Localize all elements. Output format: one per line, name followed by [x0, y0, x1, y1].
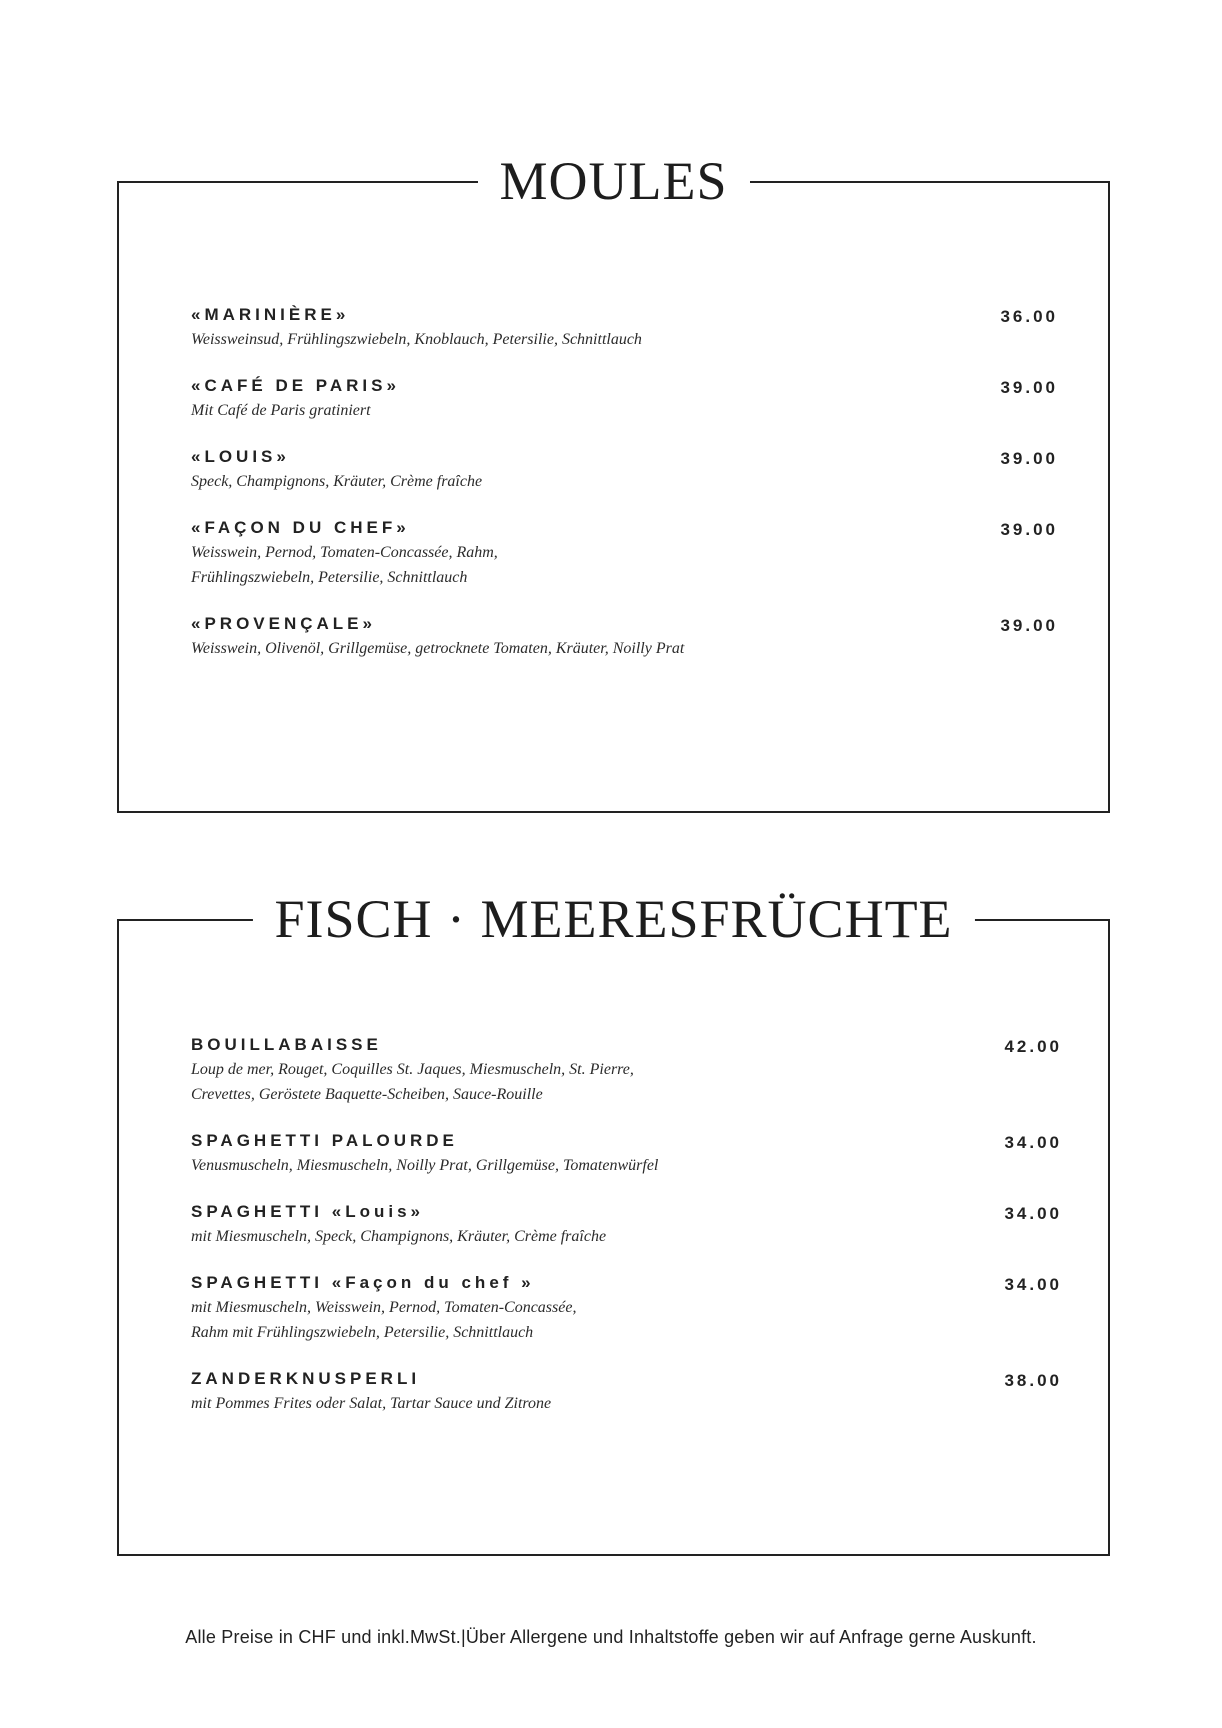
menu-list-moules — [191, 303, 1058, 683]
menu-item — [191, 1200, 1062, 1249]
menu-item-description: Weisswein, Olivenöl, Grillgemüse, getrocknete Tomaten, Kräuter, Noilly Prat — [191, 640, 685, 657]
menu-item-name: ZANDERKNUSPERLI — [191, 1369, 421, 1388]
menu-list-fisch — [191, 1033, 1062, 1438]
menu-item-name: «CAFÉ DE PARIS» — [191, 376, 400, 395]
menu-item-description: Weisswein, Pernod, Tomaten-Concassée, Rahm, Frühlingszwiebeln, Petersilie, Schnittlauch — [191, 544, 498, 586]
menu-item-description: mit Miesmuscheln, Weisswein, Pernod, Tomaten-Concassée, Rahm mit Frühlingszwiebeln, Petersilie, Schnittlauch — [191, 1299, 577, 1341]
menu-item — [191, 516, 1058, 590]
menu-item-description: Venusmuscheln, Miesmuscheln, Noilly Prat, Grillgemüse, Tomatenwürfel — [191, 1157, 659, 1174]
section-title-moules: MOULES — [477, 154, 749, 208]
menu-item-description: mit Miesmuscheln, Speck, Champignons, Kräuter, Crème fraîche — [191, 1228, 607, 1245]
menu-item-description: Speck, Champignons, Kräuter, Crème fraîche — [191, 473, 483, 490]
menu-item-name: SPAGHETTI «Louis» — [191, 1202, 424, 1221]
menu-item-description: Mit Café de Paris gratiniert — [191, 402, 371, 419]
footer-note: Alle Preise in CHF und inkl.MwSt.|Über Allergene und Inhaltstoffe geben wir auf Anfrage gerne Auskunft. — [185, 1627, 1037, 1647]
menu-item-price: 39.00 — [1000, 449, 1058, 468]
menu-item — [191, 1033, 1062, 1107]
menu-item-price: 39.00 — [1000, 520, 1058, 539]
section-moules — [117, 150, 1110, 813]
menu-item — [191, 374, 1058, 423]
menu-item-price: 34.00 — [1004, 1133, 1062, 1152]
menu-item — [191, 1271, 1062, 1345]
menu-item-price: 39.00 — [1000, 616, 1058, 635]
menu-item-price: 39.00 — [1000, 378, 1058, 397]
menu-item — [191, 1367, 1062, 1416]
menu-item-name: «PROVENÇALE» — [191, 614, 376, 633]
menu-item-price: 38.00 — [1004, 1371, 1062, 1390]
menu-item-price: 42.00 — [1004, 1037, 1062, 1056]
menu-item-name: SPAGHETTI «Façon du chef » — [191, 1273, 535, 1292]
menu-item-name: «MARINIÈRE» — [191, 305, 350, 324]
menu-item-name: SPAGHETTI PALOURDE — [191, 1131, 458, 1150]
menu-item-price: 34.00 — [1004, 1204, 1062, 1223]
menu-item-name: «FAÇON DU CHEF» — [191, 518, 410, 537]
menu-item-price: 36.00 — [1000, 307, 1058, 326]
section-fisch-meeresfruechte — [117, 888, 1110, 1556]
menu-item-name: BOUILLABAISSE — [191, 1035, 382, 1054]
menu-item-description: mit Pommes Frites oder Salat, Tartar Sauce und Zitrone — [191, 1395, 552, 1412]
menu-item — [191, 612, 1058, 661]
section-title-fisch: FISCH · MEERESFRÜCHTE — [252, 892, 974, 946]
menu-item-name: «LOUIS» — [191, 447, 290, 466]
menu-item-description: Loup de mer, Rouget, Coquilles St. Jaques, Miesmuscheln, St. Pierre, Crevettes, Geröstete Baquette-Scheiben, Sauce-Rouille — [191, 1061, 634, 1103]
menu-item-price: 34.00 — [1004, 1275, 1062, 1294]
menu-item — [191, 303, 1058, 352]
menu-item — [191, 1129, 1062, 1178]
menu-item — [191, 445, 1058, 494]
menu-item-description: Weissweinsud, Frühlingszwiebeln, Knoblauch, Petersilie, Schnittlauch — [191, 331, 642, 348]
